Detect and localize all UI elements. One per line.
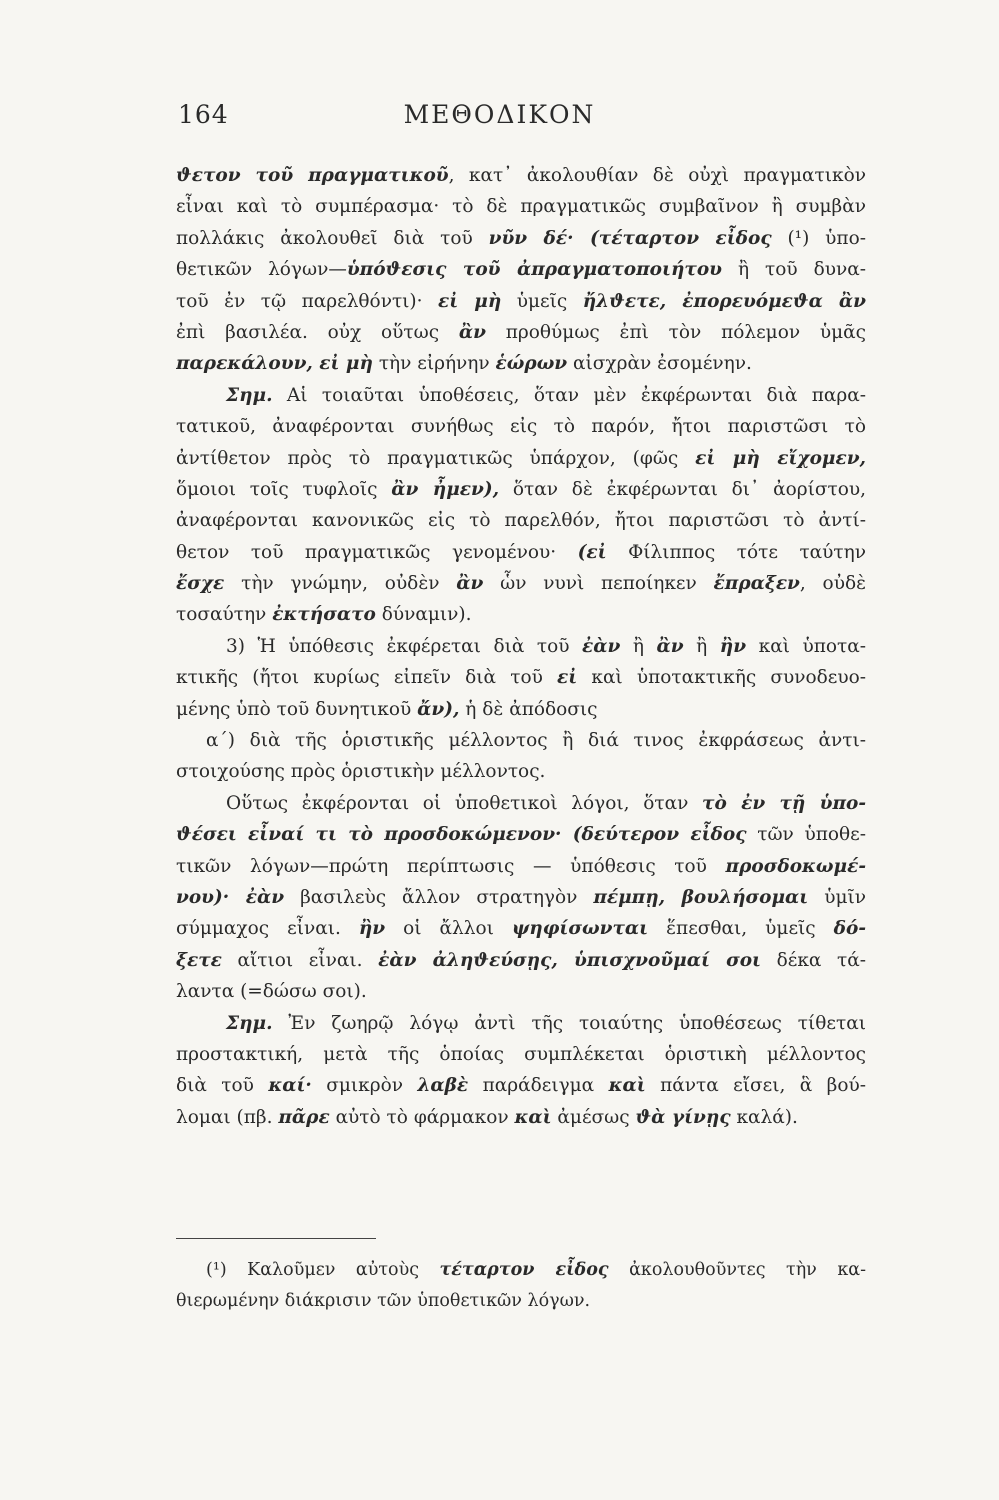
text-run: ὅταν δὲ ἐκφέρωνται δι᾽ ἀορίστου,	[499, 478, 866, 500]
page-header	[0, 100, 999, 140]
text-line	[176, 223, 866, 254]
note-paragraph-start	[176, 1008, 866, 1039]
text-line	[176, 160, 866, 191]
text-line	[176, 474, 866, 505]
text-run: ἡ δὲ ἀπόδοσις	[459, 698, 598, 720]
text-line	[176, 1102, 866, 1133]
footnotes	[176, 1255, 866, 1317]
text-run: (¹) ὑπο-	[771, 227, 866, 249]
text-line	[176, 694, 866, 725]
text-run: θετον τοῦ πραγματικῶς γενομένου·	[176, 541, 578, 563]
text-run: δύναμιν).	[375, 604, 472, 626]
emphasized-text: προσδοκωμέ-	[725, 855, 866, 877]
text-line	[176, 756, 866, 787]
text-run: (¹) Καλοῦμεν αὐτοὺς	[206, 1260, 440, 1280]
text-run: Ἐν ζωηρῷ λόγῳ ἀντὶ τῆς τοιαύτης ὑποθέσεως τίθεται	[272, 1012, 866, 1034]
text-run: σμικρὸν	[311, 1075, 418, 1097]
text-run: αἰσχρὰν ἐσομένην.	[567, 353, 752, 375]
emphasized-text: λαβὲ	[417, 1075, 469, 1097]
text-line	[176, 411, 866, 442]
text-run: καλά).	[730, 1106, 798, 1128]
text-run: θιερωμένην διάκρισιν τῶν ὑποθετικῶν λόγων.	[176, 1291, 591, 1311]
text-run: 3) Ἡ ὑπόθεσις ἐκφέρεται διὰ τοῦ	[226, 635, 583, 657]
text-run: ἢ τοῦ δυνα-	[722, 259, 866, 281]
text-run: ὧν νυνὶ πεποίηκεν	[483, 573, 714, 595]
text-line	[176, 254, 866, 285]
emphasized-text: πέμπῃ, βουλήσομαι	[593, 886, 809, 908]
text-run: σύμμαχος εἶναι.	[176, 918, 359, 940]
text-line	[176, 191, 866, 222]
text-line	[176, 882, 866, 913]
text-line	[176, 1070, 866, 1101]
text-line	[176, 317, 866, 348]
emphasized-text: καὶ	[608, 1075, 646, 1097]
emphasized-text: ἔσχε	[176, 573, 225, 595]
text-run: τοῦ ἐν τῷ παρελθόντι)·	[176, 290, 439, 312]
text-run: λαντα (=δώσω σοι).	[176, 981, 367, 1003]
page-number: 164	[178, 100, 229, 129]
footnote-line	[176, 1286, 866, 1317]
text-run: θετικῶν λόγων—	[176, 259, 347, 281]
emphasized-text: δό-	[833, 918, 866, 940]
text-run: καὶ ὑποτα-	[746, 635, 866, 657]
emphasized-text: ἐὰν	[582, 635, 621, 657]
text-line	[176, 599, 866, 630]
text-run: προστακτική, μετὰ τῆς ὁποίας συμπλέκεται ὁριστικὴ μέλλοντος	[176, 1043, 866, 1065]
emphasized-text: ἄν),	[417, 698, 460, 720]
text-run: μένης ὑπὸ τοῦ δυνητικοῦ	[176, 698, 418, 720]
emphasized-text: νου)· ἐὰν	[176, 886, 285, 908]
text-run: τατικοῦ, ἀναφέρονται συνήθως εἰς τὸ παρόν, ἤτοι παριστῶσι τὸ	[176, 416, 866, 438]
text-run: λομαι (πβ.	[176, 1106, 279, 1128]
text-run: Φίλιππος τότε ταύτην	[606, 541, 866, 563]
text-run: Αἱ τοιαῦται ὑποθέσεις, ὅταν μὲν ἐκφέρωνται διὰ παρα-	[272, 384, 866, 406]
emphasized-text: εἰ μὴ	[438, 290, 502, 312]
text-run: ἀναφέρονται κανονικῶς εἰς τὸ παρελθόν, ἤτοι παριστῶσι τὸ ἀντί-	[176, 510, 866, 532]
emphasized-text: Σημ.	[226, 384, 273, 406]
emphasized-text: (εἰ	[577, 541, 607, 563]
subsection-a	[176, 725, 866, 756]
emphasized-text: τέταρτον εἶδος	[439, 1260, 609, 1280]
text-run: ἢ	[683, 635, 720, 657]
emphasized-text: ϑέσει εἶναί τι τὸ προσδοκώμενον· (δεύτερον εἶδος	[176, 824, 747, 846]
text-line	[176, 286, 866, 317]
main-text	[176, 160, 866, 1133]
paragraph-start	[176, 788, 866, 819]
emphasized-text: Σημ.	[226, 1012, 273, 1034]
text-line	[176, 537, 866, 568]
text-run: ἐπὶ βασιλέα. οὐχ οὕτως	[176, 321, 459, 343]
emphasized-text: καὶ	[514, 1106, 552, 1128]
footnote-divider	[176, 1238, 376, 1239]
emphasized-text: τὸ ἐν τῇ ὑπο-	[702, 792, 866, 814]
section-3-start	[176, 631, 866, 662]
running-title: ΜΕΘΟΔΙΚΟΝ	[403, 100, 596, 129]
emphasized-text: ϑὰ γίνῃς	[635, 1106, 731, 1128]
emphasized-text: ξετε	[176, 949, 222, 971]
text-run: καὶ ὑποτακτικῆς συνοδευο-	[577, 667, 866, 689]
text-line	[176, 443, 866, 474]
text-run: ὑμεῖς	[501, 290, 583, 312]
text-run: τῶν ὑποθε-	[746, 824, 866, 846]
text-run: προθύμως ἐπὶ τὸν πόλεμον ὑμᾶς	[485, 321, 866, 343]
emphasized-text: ἐὰν ἀληϑεύσῃς, ὑπισχνοῦμαί σοι	[378, 949, 762, 971]
text-line	[176, 913, 866, 944]
text-run: παράδειγμα	[468, 1075, 609, 1097]
text-run: βασιλεὺς ἄλλον στρατηγὸν	[284, 886, 594, 908]
text-run: κτικῆς (ἤτοι κυρίως εἰπεῖν διὰ τοῦ	[176, 667, 557, 689]
text-run: τὴν γνώμην, οὐδὲν	[224, 573, 457, 595]
text-run: ἢ	[620, 635, 657, 657]
emphasized-text: ἂν	[456, 573, 484, 595]
text-run: οἱ ἄλλοι	[385, 918, 512, 940]
emphasized-text: ψηφίσωνται	[511, 918, 649, 940]
text-run: Οὕτως ἐκφέρονται οἱ ὑποθετικοὶ λόγοι, ὅταν	[226, 792, 703, 814]
emphasized-text: παρεκάλουν, εἰ μὴ	[176, 353, 373, 375]
text-run: πολλάκις ἀκολουθεῖ διὰ τοῦ	[176, 227, 489, 249]
text-line	[176, 819, 866, 850]
emphasized-text: νῦν δέ· (τέταρτον εἶδος	[488, 227, 772, 249]
emphasized-text: εἰ	[557, 667, 578, 689]
text-line	[176, 851, 866, 882]
emphasized-text: ἂν	[656, 635, 684, 657]
text-line	[176, 505, 866, 536]
text-run: τὴν εἰρήνην	[372, 353, 496, 375]
note-paragraph-start	[176, 380, 866, 411]
text-line	[176, 945, 866, 976]
text-run: δέκα τά-	[761, 949, 866, 971]
emphasized-text: ἢν	[358, 918, 386, 940]
emphasized-text: εἰ μὴ εἴχομεν,	[695, 447, 866, 469]
emphasized-text: καί·	[268, 1075, 312, 1097]
text-run: αὐτὸ τὸ φάρμακον	[329, 1106, 515, 1128]
emphasized-text: ἂν ἦμεν),	[391, 478, 500, 500]
emphasized-text: ὑπόϑεσις τοῦ ἀπραγματοποιήτου	[346, 259, 723, 281]
text-run: ἕπεσθαι, ὑμεῖς	[648, 918, 834, 940]
emphasized-text: ϑετον τοῦ πραγματικοῦ	[176, 165, 449, 186]
emphasized-text: πᾶρε	[278, 1106, 330, 1128]
text-run: στοιχούσης πρὸς ὁριστικὴν μέλλοντος.	[176, 761, 546, 783]
text-run: , κατ᾽ ἀκολουθίαν δὲ οὐχὶ πραγματικὸν	[448, 165, 866, 186]
text-run: ὑμῖν	[808, 886, 866, 908]
text-run: α΄) διὰ τῆς ὁριστικῆς μέλλοντος ἢ διά τινος ἐκφράσεως ἀντι-	[206, 730, 866, 752]
text-run: τικῶν λόγων—πρώτη περίπτωσις — ὑπόθεσις τοῦ	[176, 855, 726, 877]
text-run: αἴτιοι εἶναι.	[221, 949, 379, 971]
text-run: ἀμέσως	[551, 1106, 636, 1128]
text-run: , οὐδὲ	[799, 573, 866, 595]
emphasized-text: ἤλϑετε, ἐπορευόμεϑα ἂν	[582, 290, 866, 312]
text-run: ἀκολουθοῦντες τὴν κα-	[608, 1260, 866, 1280]
text-line	[176, 348, 866, 379]
emphasized-text: ἑώρων	[495, 353, 568, 375]
emphasized-text: ἢν	[719, 635, 747, 657]
text-line	[176, 662, 866, 693]
text-run: πάντα εἴσει, ἃ βού-	[645, 1075, 866, 1097]
text-run: διὰ τοῦ	[176, 1075, 269, 1097]
text-line	[176, 1039, 866, 1070]
text-line	[176, 568, 866, 599]
emphasized-text: ἂν	[458, 321, 486, 343]
text-line	[176, 976, 866, 1007]
emphasized-text: ἔπραξεν	[713, 573, 800, 595]
text-run: ὅμοιοι τοῖς τυφλοῖς	[176, 478, 392, 500]
footnote-line	[176, 1255, 866, 1286]
text-run: εἶναι καὶ τὸ συμπέρασμα· τὸ δὲ πραγματικῶς συμβαῖνον ἢ συμβὰν	[176, 196, 866, 218]
text-run: ἀντίθετον πρὸς τὸ πραγματικῶς ὑπάρχον, (φῶς	[176, 447, 696, 469]
emphasized-text: ἐκτήσατο	[272, 604, 376, 626]
text-run: τοσαύτην	[176, 604, 273, 626]
